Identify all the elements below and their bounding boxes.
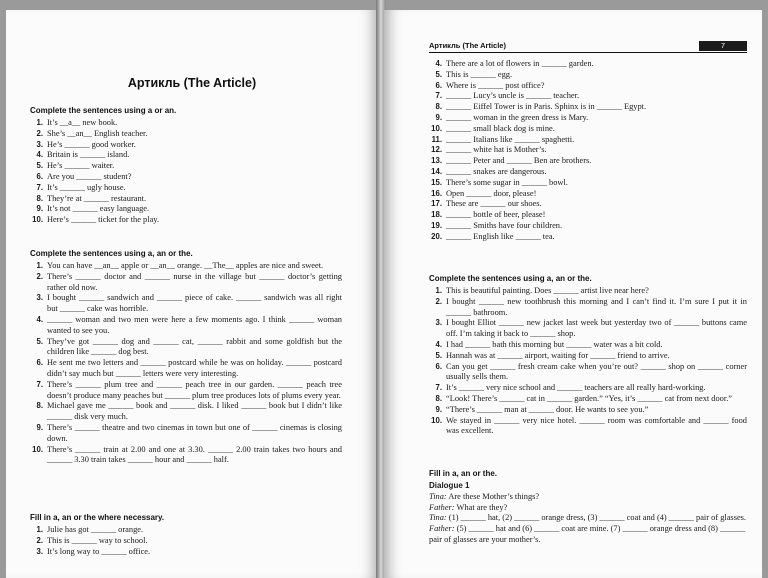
item-text: I had ______ bath this morning but ______ water was a bit cold. <box>446 339 663 349</box>
exercise-item <box>30 547 342 558</box>
item-text: ______ Eiffel Tower is in Paris. Sphinx is in ______ Egypt. <box>446 102 647 112</box>
item-number: 5. <box>36 161 43 171</box>
exercise-item <box>30 118 342 129</box>
exercise-a-an-continued <box>429 59 747 243</box>
item-number: 2. <box>36 128 43 138</box>
exercise-item <box>429 199 747 210</box>
exercise-item <box>30 315 342 337</box>
exercise-item <box>429 351 747 362</box>
item-number: 10. <box>32 444 43 454</box>
item-number: 7. <box>435 383 442 393</box>
exercise-item <box>429 124 747 135</box>
item-number: 8. <box>435 393 442 403</box>
item-text: Julie has got ______ orange. <box>47 525 144 534</box>
item-number: 16. <box>431 188 442 198</box>
item-number: 17. <box>431 199 442 209</box>
item-number: 1. <box>435 286 442 295</box>
exercise-item <box>30 525 342 536</box>
item-text: ______ Lucy’s uncle is ______ teacher. <box>446 91 580 101</box>
exercise-item <box>429 297 747 319</box>
exercise-item <box>30 129 342 140</box>
dialogue-title: Dialogue 1 <box>429 481 470 490</box>
item-text: He sent me two letters and ______ postcard while he was on holiday. ______ postcard didn’t say much but ______ letters were very interesting. <box>47 358 342 378</box>
exercise-list <box>429 59 747 243</box>
exercise-item <box>429 145 747 156</box>
exercise-item <box>30 261 342 272</box>
exercise-item <box>429 394 747 405</box>
exercise-dialogue <box>429 469 747 546</box>
item-text: It’s not ______ easy language. <box>47 204 150 214</box>
item-text: Here’s ______ ticket for the play. <box>47 215 160 225</box>
item-number: 1. <box>36 525 43 534</box>
item-text: He’s ______ good worker. <box>47 139 136 149</box>
exercise-item <box>30 401 342 423</box>
exercise-item <box>30 445 342 467</box>
dialogue-line <box>429 503 747 514</box>
item-number: 7. <box>36 379 43 389</box>
exercise-item <box>30 380 342 402</box>
item-number: 8. <box>36 193 43 203</box>
dialogue-text: (1) ______ hat, (2) ______ orange dress, (3) ______ coat and (4) ______ pair of glasses. <box>448 513 747 523</box>
item-number: 14. <box>431 166 442 176</box>
exercise-item <box>30 337 342 359</box>
item-number: 6. <box>435 80 442 90</box>
speaker-name: Tina: <box>429 513 447 523</box>
item-text: He’s ______ waiter. <box>47 161 115 171</box>
page-number: 7 <box>699 41 747 51</box>
item-number: 6. <box>435 361 442 371</box>
item-number: 9. <box>36 422 43 432</box>
item-text: They’re at ______ restaurant. <box>47 193 147 203</box>
item-number: 2. <box>36 535 43 545</box>
exercise-item <box>30 172 342 183</box>
item-text: Michael gave me ______ book and ______ disk. I liked ______ book but I didn’t like ______ disk very much. <box>47 401 342 422</box>
exercise-item <box>30 161 342 172</box>
exercise-list <box>429 286 747 437</box>
item-number: 5. <box>435 69 442 79</box>
item-number: 15. <box>431 177 442 187</box>
item-number: 4. <box>36 314 43 324</box>
item-number: 10. <box>431 123 442 133</box>
exercise-item <box>429 102 747 113</box>
exercise-heading: Complete the sentences using a, an or the. <box>429 274 592 283</box>
item-text: ______ white hat is Mother’s. <box>446 145 547 155</box>
dialogue-line <box>429 513 747 524</box>
speaker-name: Father: <box>429 524 455 534</box>
item-number: 4. <box>435 59 442 68</box>
item-text: We stayed in ______ very nice hotel. ______ room was comfortable and ______ food was excellent. <box>446 415 747 436</box>
item-text: There’s ______ doctor and ______ nurse in the village but ______ doctor’s getting rather old now. <box>47 271 342 292</box>
item-number: 10. <box>32 215 43 225</box>
dialogue-text: Are these Mother’s things? <box>448 491 540 501</box>
item-text: ______ woman in the green dress is Mary. <box>446 112 589 122</box>
exercise-item <box>30 272 342 294</box>
item-text: There are a lot of flowers in ______ garden. <box>446 59 594 68</box>
speaker-name: Father: <box>429 502 455 512</box>
item-text: Hannah was at ______ airport, waiting for ______ friend to arrive. <box>446 350 670 360</box>
item-text: ______ Italians like ______ spaghetti. <box>446 134 575 144</box>
item-number: 3. <box>435 318 442 328</box>
dialogue <box>429 481 747 546</box>
item-text: They’ve got ______ dog and ______ cat, ______ rabbit and some goldfish but the children like ______ dog best. <box>47 336 342 357</box>
dialogue-lines <box>429 492 747 546</box>
item-number: 8. <box>36 401 43 411</box>
exercise-item <box>429 91 747 102</box>
item-text: It’s __a__ new book. <box>47 118 118 127</box>
item-text: Britain is ______ island. <box>47 150 130 160</box>
item-text: It’s long way to ______ office. <box>47 546 151 556</box>
exercise-item <box>30 215 342 226</box>
exercise-heading: Fill in a, an or the where necessary. <box>30 513 165 522</box>
exercise-item <box>429 81 747 92</box>
page-title: Артикль (The Article) <box>127 76 257 90</box>
exercise-item <box>429 156 747 167</box>
item-text: It’s ______ ugly house. <box>47 182 126 192</box>
exercise-a-an-the <box>429 274 747 437</box>
item-number: 7. <box>435 91 442 101</box>
exercise-a-an <box>30 106 342 226</box>
item-text: It’s ______ very nice school and ______ teachers are all really hard-working. <box>446 383 706 393</box>
item-number: 20. <box>431 231 442 241</box>
exercise-heading: Complete the sentences using a or an. <box>30 106 177 115</box>
item-number: 12. <box>431 145 442 155</box>
exercise-item <box>429 113 747 124</box>
exercise-heading: Complete the sentences using a, an or the. <box>30 249 193 258</box>
exercise-item <box>429 318 747 340</box>
item-text: Can you get ______ fresh cream cake when you’re out? ______ shop on ______ corner usually sells them. <box>446 361 747 382</box>
item-text: ______ Peter and ______ Ben are brothers. <box>446 156 592 166</box>
exercise-item <box>429 178 747 189</box>
exercise-item <box>429 340 747 351</box>
item-number: 3. <box>36 293 43 303</box>
exercise-item <box>429 232 747 243</box>
item-number: 2. <box>36 271 43 281</box>
item-text: You can have __an__ apple or __an__ orange. __The__ apples are nice and sweet. <box>47 261 324 270</box>
item-text: I bought ______ sandwich and ______ piece of cake. ______ sandwich was all right but ______ cake was horrible. <box>47 293 342 314</box>
item-text: There’s ______ theatre and two cinemas in town but one of ______ cinemas is closing down. <box>47 422 342 443</box>
item-text: “Look! There’s ______ cat in ______ garden.” “Yes, it’s ______ cat from next door.” <box>446 393 733 403</box>
item-number: 8. <box>435 102 442 112</box>
item-number: 1. <box>36 261 43 270</box>
item-text: There’s ______ plum tree and ______ peach tree in our garden. ______ peach tree doesn’t produce many peaches but ______ plum tree produces lots of plums every year. <box>47 379 342 400</box>
item-text: These are ______ our shoes. <box>446 199 542 209</box>
item-number: 3. <box>36 139 43 149</box>
right-page <box>384 10 762 578</box>
exercise-item <box>429 59 747 70</box>
item-number: 7. <box>36 182 43 192</box>
item-text: There’s some sugar in ______ bowl. <box>446 177 568 187</box>
item-number: 5. <box>36 336 43 346</box>
item-text: ______ snakes are dangerous. <box>446 166 547 176</box>
item-number: 9. <box>36 204 43 214</box>
left-page <box>6 10 378 578</box>
exercise-item <box>429 210 747 221</box>
item-number: 3. <box>36 546 43 556</box>
item-text: I bought ______ new toothbrush this morning and I can’t find it. I’m sure I put it in ______ bathroom. <box>446 296 747 317</box>
item-text: There’s ______ train at 2.00 and one at 3.30. ______ 2.00 train takes two hours and ______ 3.30 train takes ______ hour and ______ half. <box>47 444 342 465</box>
running-header <box>429 41 747 53</box>
item-number: 2. <box>435 296 442 306</box>
item-number: 1. <box>36 118 43 127</box>
exercise-item <box>429 383 747 394</box>
item-text: She’s __an__ English teacher. <box>47 128 148 138</box>
exercise-heading: Fill in a, an or the. <box>429 469 498 478</box>
exercise-item <box>30 183 342 194</box>
running-header-title: Артикль (The Article) <box>429 41 506 50</box>
exercise-item <box>30 358 342 380</box>
exercise-item <box>30 194 342 205</box>
dialogue-line <box>429 492 747 503</box>
exercise-item <box>429 286 747 297</box>
dialogue-text: (5) ______ hat and (6) ______ coat are mine. (7) ______ orange dress and (8) ______ pair of glasses are your mother’s. <box>429 524 746 544</box>
exercise-item <box>429 221 747 232</box>
exercise-list <box>30 525 342 557</box>
item-number: 9. <box>435 404 442 414</box>
item-text: This is ______ egg. <box>446 69 513 79</box>
exercise-item <box>30 140 342 151</box>
item-text: Where is ______ post office? <box>446 80 545 90</box>
exercise-item <box>429 70 747 81</box>
exercise-item <box>429 405 747 416</box>
item-number: 4. <box>36 150 43 160</box>
item-text: This is beautiful painting. Does ______ artist live near here? <box>446 286 649 295</box>
item-number: 11. <box>431 134 442 144</box>
item-number: 6. <box>36 358 43 368</box>
item-text: ______ English like ______ tea. <box>446 231 555 241</box>
item-number: 6. <box>36 171 43 181</box>
exercise-item <box>429 416 747 438</box>
item-text: This is ______ way to school. <box>47 535 148 545</box>
item-number: 18. <box>431 210 442 220</box>
dialogue-line <box>429 524 747 546</box>
exercise-fill-in <box>30 513 342 557</box>
exercise-item <box>30 150 342 161</box>
exercise-item <box>30 204 342 215</box>
item-text: ______ small black dog is mine. <box>446 123 555 133</box>
item-text: I bought Elliot ______ new jacket last week but yesterday two of ______ buttons came off. I’m taking it back to ______ shop. <box>446 318 747 339</box>
exercise-a-an-the <box>30 249 342 466</box>
item-number: 4. <box>435 339 442 349</box>
item-number: 5. <box>435 350 442 360</box>
item-number: 19. <box>431 220 442 230</box>
exercise-item <box>30 536 342 547</box>
speaker-name: Tina: <box>429 491 447 501</box>
exercise-item <box>429 189 747 200</box>
exercise-list <box>30 261 342 466</box>
exercise-item <box>429 135 747 146</box>
item-text: ______ Smiths have four children. <box>446 220 563 230</box>
item-number: 13. <box>431 156 442 166</box>
dialogue-text: What are they? <box>456 502 508 512</box>
item-text: “There’s ______ man at ______ door. He wants to see you.” <box>446 404 649 414</box>
item-number: 9. <box>435 112 442 122</box>
exercise-item <box>30 423 342 445</box>
exercise-list <box>30 118 342 226</box>
item-text: Open ______ door, please! <box>446 188 537 198</box>
exercise-item <box>429 362 747 384</box>
item-text: ______ woman and two men were here a few moments ago. I think ______ woman wanted to see you. <box>47 314 342 335</box>
exercise-item <box>429 167 747 178</box>
item-text: Are you ______ student? <box>47 171 132 181</box>
item-number: 10. <box>431 415 442 425</box>
item-text: ______ bottle of beer, please! <box>446 210 546 220</box>
exercise-item <box>30 293 342 315</box>
